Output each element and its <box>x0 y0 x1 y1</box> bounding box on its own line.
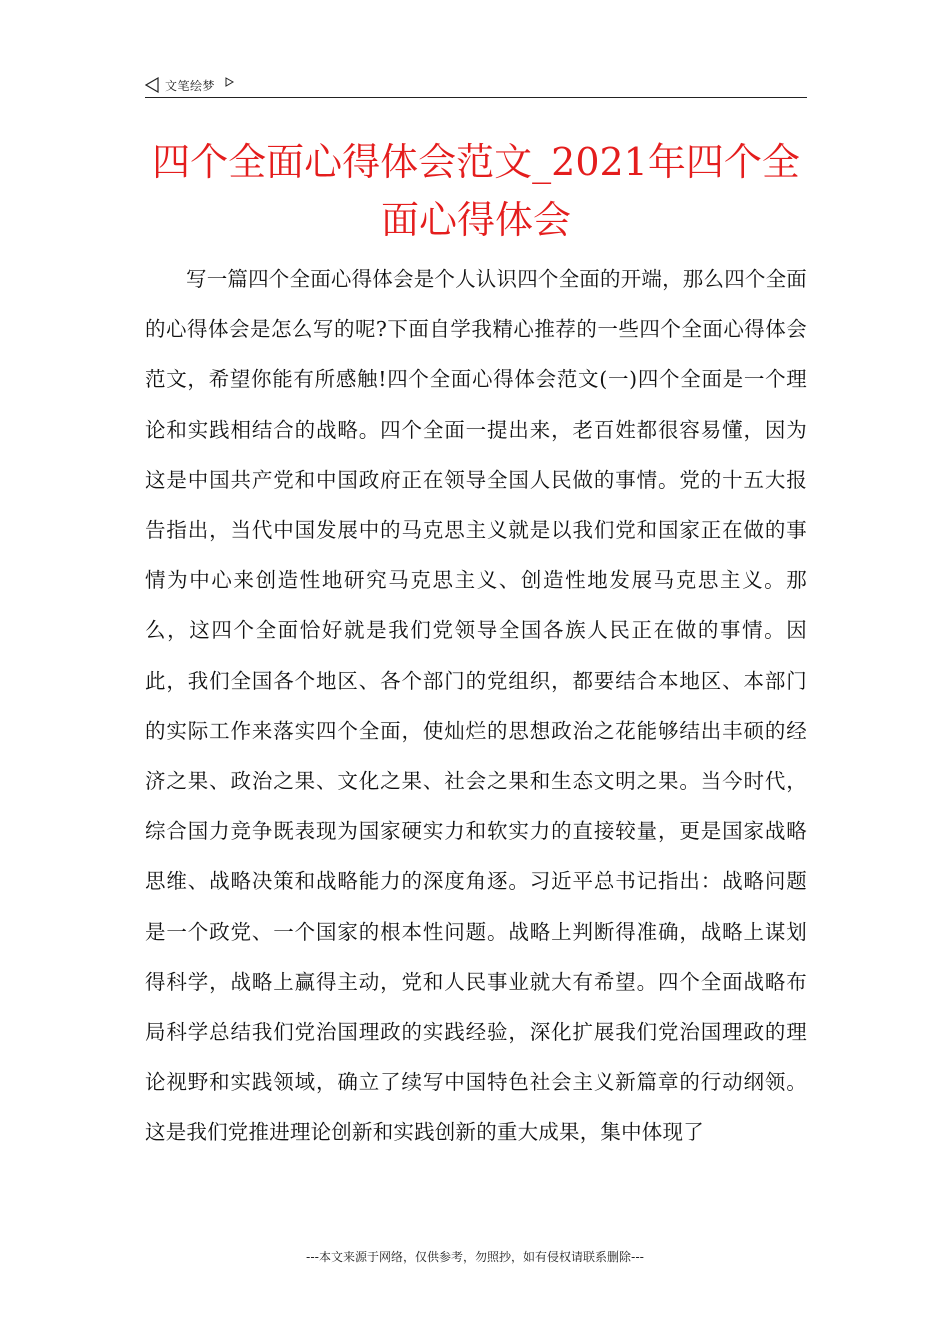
page-header <box>145 72 807 98</box>
footer-disclaimer: ---本文来源于网络，仅供参考，勿照抄，如有侵权请联系删除--- <box>306 1250 644 1264</box>
triangle-right-icon <box>225 77 234 87</box>
header-divider <box>145 97 807 98</box>
triangle-left-icon <box>145 77 159 93</box>
body-paragraph: 写一篇四个全面心得体会是个人认识四个全面的开端，那么四个全面的心得体会是怎么写的呢?下面自学我精心推荐的一些四个全面心得体会范文，希望你能有所感触!四个全面心得体会范文(一)四个全面是一个理论和实践相结合的战略。四个全面一提出来，老百姓都很容易懂，因为这是中国共产党和中国政府正在领导全国人民做的事情。党的十五大报告指出，当代中国发展中的马克思主义就是以我们党和国家正在做的事情为中心来创造性地研究马克思主义、创造性地发展马克思主义。那么，这四个全面恰好就是我们党领导全国各族人民正在做的事情。因此，我们全国各个地区、各个部门的党组织，都要结合本地区、本部门的实际工作来落实四个全面，使灿烂的思想政治之花能够结出丰硕的经济之果、政治之果、文化之果、社会之果和生态文明之果。当今时代，综合国力竞争既表现为国家硬实力和软实力的直接较量，更是国家战略思维、战略决策和战略能力的深度角逐。习近平总书记指出：战略问题是一个政党、一个国家的根本性问题。战略上判断得准确，战略上谋划得科学，战略上赢得主动，党和人民事业就大有希望。四个全面战略布局科学总结我们党治国理政的实践经验，深化扩展我们党治国理政的理论视野和实践领域，确立了续写中国特色社会主义新篇章的行动纲领。这是我们党推进理论创新和实践创新的重大成果，集中体现了 <box>145 267 807 1145</box>
document-title: 四个全面心得体会范文_2021年四个全面心得体会 <box>152 140 800 242</box>
header-brand: 文笔绘梦 <box>165 78 216 93</box>
